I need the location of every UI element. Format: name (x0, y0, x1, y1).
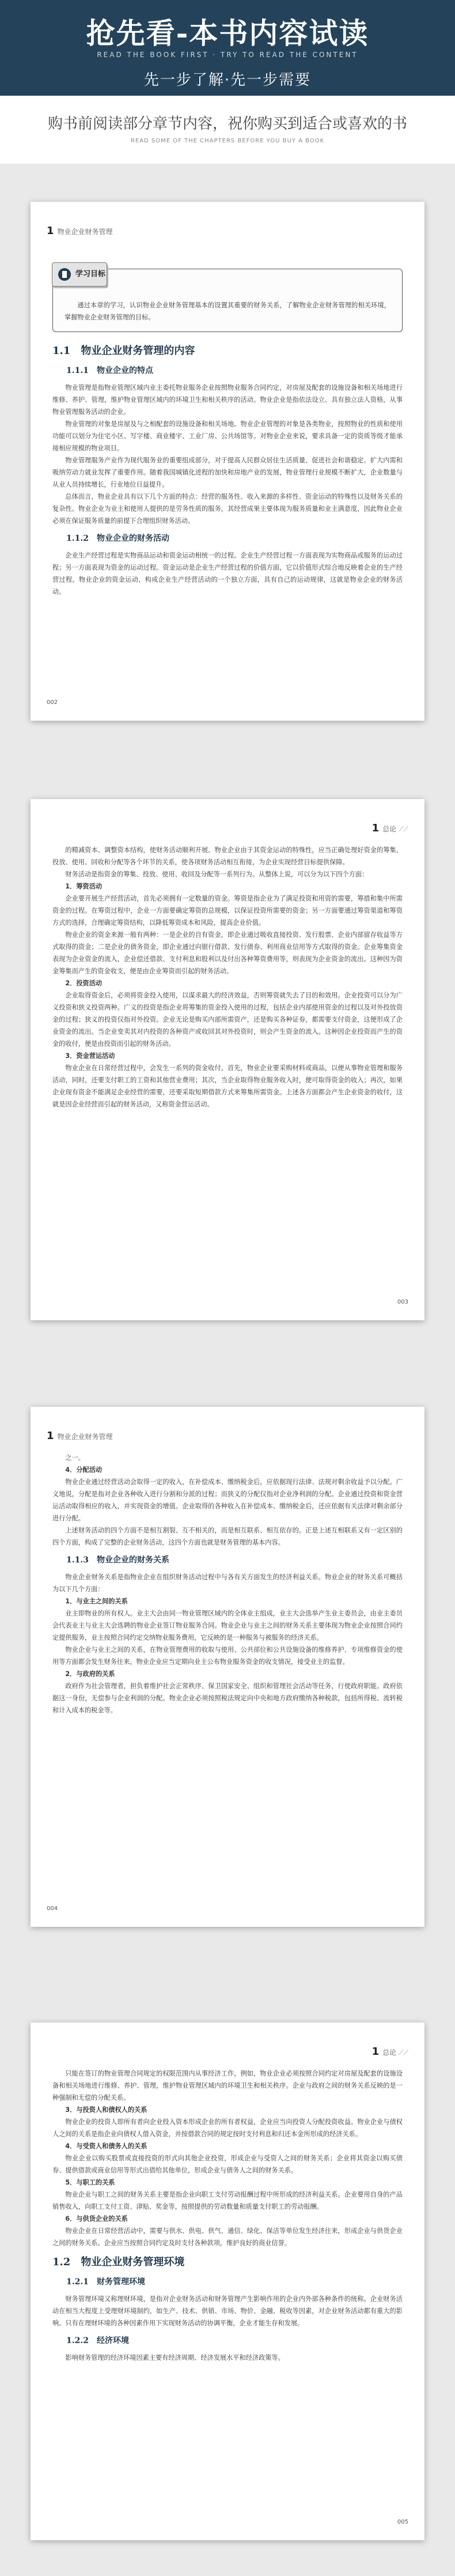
page-number: 005 (397, 2519, 408, 2525)
section-heading: 1.1 物业企业财务管理的内容 (52, 345, 195, 357)
running-head (372, 2046, 408, 2058)
paragraph: 物业管理是指物业管理区域内业主委托物业服务企业按照物业服务合同约定，对房屋及配套的设施设备和相关场地进行维修、养护、管理，维护物业管理区域内的环境卫生和相关秩序的活动。物业企业是指依法设立、具有独立法人资格，从事物业管理服务活动的企业。 (52, 384, 403, 416)
running-head-title: 物业企业财务管理 (57, 228, 113, 236)
preview-banner (0, 0, 455, 96)
page-body (52, 844, 403, 1110)
item-heading: 1．与业主之间的关系 (65, 1598, 128, 1605)
paragraph: 物业企业财务关系是指物业企业在组织财务活动过程中与各有关方面发生的经济利益关系。物业企业的财务关系可概括为以下几个方面： (52, 1573, 403, 1593)
learning-goals-tab (52, 262, 107, 287)
book-page-3 (31, 1407, 424, 1927)
paragraph: 物业管理的对象是房屋及与之相配套的设施设备和相关场地。物业企业管理的对象是各类物业，按照物业的性质和使用功能可以划分为住宅小区、写字楼、商业楼宇、工业厂房、公共场馆等。对物业企业来说，要求具备一定的资质等级才能承接相应规模的物业项目。 (52, 420, 403, 452)
paragraph: 财务活动是指资金的筹集、投放、使用、收回及分配等一系列行为。从整体上说，可以分为以下四个方面： (65, 871, 369, 878)
chapter-number: 1 (47, 225, 54, 237)
item-heading: 6．与供货企业的关系 (65, 2215, 128, 2223)
subsection-heading: 1.1.1 物业企业的特点 (66, 366, 153, 375)
paragraph: 之一。 (65, 1454, 85, 1462)
subsection-heading: 1.1.2 物业企业的财务活动 (66, 534, 169, 543)
intro-band (0, 96, 455, 164)
subsection-heading: 1.2.2 经济环境 (66, 2336, 129, 2345)
paragraph: 物业企业与业主之间的关系，在物业管理费用的收取与使用、公共部位和公共设施设备的维修养护、专项维修资金的使用等方面都会发生财务往来。物业企业应当定期向业主公布物业服务资金的收支情况，接受业主的监督。 (52, 1646, 403, 1666)
paragraph: 只能在签订的物业管理合同规定的权限范围内从事经济工作，例如，物业企业必须按照合同约定对房屋及配套的设施设备和相关场地进行维修、养护、管理，维护物业管理区域内的环境卫生和相关秩序。企业与政府之间的财务关系反映的是一种强制和无偿的分配关系。 (52, 2070, 403, 2102)
chapter-number: 1 (47, 1430, 54, 1442)
running-head (372, 822, 408, 834)
book-icon (58, 268, 71, 281)
book-page-4 (31, 2023, 424, 2540)
page-body (52, 239, 403, 598)
running-head-title: 总论 (382, 825, 397, 833)
paragraph: 企业要开展生产经营活动，首先必须拥有一定数量的资金。筹资是指企业为了满足投资和用资的需要，筹措和集中所需资金的过程。在筹资过程中，企业一方面要确定筹资的总规模，以保证投资所需要的资金；另一方面要通过筹资渠道和筹资方式的选择，合理确定筹资结构，以降低筹资成本和风险，提高企业价值。 (52, 895, 403, 927)
item-heading: 2．投资活动 (65, 980, 103, 987)
item-heading: 5．与职工的关系 (65, 2179, 115, 2186)
chapter-number: 1 (371, 822, 380, 834)
section-heading: 1.2 物业企业财务管理环境 (52, 2256, 185, 2268)
running-head-title: 物业企业财务管理 (57, 1433, 113, 1441)
running-head-title: 总论 (382, 2048, 397, 2057)
item-heading: 4．与受资人和债务人的关系 (65, 2142, 147, 2150)
learning-goals-box (52, 269, 403, 332)
paragraph: 财务管理环境又称理财环境，是指对企业财务活动和财务管理产生影响作用的企业内外部各种条件的统称。企业财务活动在相当大程度上受理财环境制约，如生产、技术、供销、市场、物价、金融、税收等因素，对企业财务活动都有重大的影响。只有在理财环境的各种因素作用下实现财务活动的协调平衡，企业才能生存和发展。 (52, 2295, 403, 2327)
intro-text-en: READ SOME OF THE CHAPTERS BEFORE YOU BUY A BOOK (130, 138, 325, 144)
subsection-heading: 1.2.1 财务管理环境 (66, 2277, 145, 2287)
banner-slogan: 先一步了解·先一步需要 (143, 71, 312, 89)
decorative-slash-icon: ⟋⟋ (399, 2048, 408, 2057)
paragraph: 的精减资本、调整资本结构，使财务活动顺利开展。物业企业由于其资金运动的特殊性，应当正确处理好资金的筹集、投放、使用、回收和分配等各个环节的关系，使各项财务活动相互衔接，为企业实现经营目标提供保障。 (52, 846, 403, 866)
paragraph: 企业生产经营过程是实物商品运动和资金运动相统一的过程。企业生产经营过程一方面表现为实物商品或服务的运动过程；另一方面表现为资金的运动过程。资金运动是企业生产经营过程的价值方面，它以价值形式综合地反映着企业的生产经营过程。物业企业的资金运动，构成企业生产经营活动的一个独立方面，具有自己的运动规律，这就是物业企业的财务活动。 (52, 552, 403, 596)
paragraph: 政府作为社会管理者，担负着维护社会正常秩序、保卫国家安全、组织和管理社会活动等任务，行使政府职能。政府依据这一身份，无偿参与企业利润的分配。物业企业必须按照税法规定向中央和地方政府缴纳各种税款，包括所得税、流转税和计入成本的税金等。 (52, 1682, 403, 1714)
learning-goals-title: 学习目标 (75, 270, 106, 278)
page-number: 004 (47, 1905, 58, 1912)
paragraph: 物业企业的投资人即所有者向企业投入资本形成企业的所有者权益，企业应当向投资人分配投资收益。物业企业与债权人之间的关系是指企业向债权人借入资金，并按借款合同的规定按时支付利息和归还本金所形成的经济关系。 (52, 2118, 403, 2138)
running-head (47, 225, 113, 237)
book-page-2 (31, 799, 424, 1320)
paragraph: 物业管理服务产业作为现代服务业的重要组成部分，对于提高人民群众居住生活质量、促进社会和谐稳定、扩大内需和吸纳劳动力就业发挥了重要作用。随着我国城镇化进程的加快和房地产业的发展，物业管理行业规模不断扩大，企业数量与从业人员持续增长，行业地位日益提升。 (52, 457, 403, 488)
banner-title: 抢先看-本书内容试读 (86, 16, 369, 50)
page-body (52, 2067, 403, 2364)
learning-goals-text: 通过本章的学习，认识物业企业财务管理基本的设置其重要的财务关系，了解物业企业财务管理的相关环境，掌握物业企业财务管理的目标。 (65, 302, 390, 321)
item-heading: 4．分配活动 (65, 1466, 103, 1474)
page-number: 002 (47, 699, 58, 706)
subsection-heading: 1.1.3 物业企业的财务关系 (66, 1556, 169, 1565)
paragraph: 物业企业通过经营活动会取得一定的收入，在补偿成本、缴纳税金后，应依据现行法律、法规对剩余收益予以分配。广义地说，分配是指对企业各种收入进行分割和分派的过程；而狭义的分配仅指对企业净利润的分配。企业通过投资和资金营运活动取得相应的收入，并实现资金的增值。企业取得的各种收入在补偿成本、缴纳税金后，还应依据有关法律对剩余部分进行分配。 (52, 1478, 403, 1522)
decorative-slash-icon: ⟋⟋ (399, 825, 408, 833)
chapter-number: 1 (371, 2046, 380, 2058)
paragraph: 业主即物业的所有权人。业主大会由同一物业管理区域内的全体业主组成，业主大会选举产生业主委员会，由业主委员会代表业主与业主大会选聘的物业企业签订物业服务合同。物业企业与业主之间的财务关系主要体现为物业企业按照合同约定提供服务，业主按照合同约定交纳物业服务费用，它反映的是一种服务与被服务的经济关系。 (52, 1610, 403, 1641)
paragraph: 物业企业在日常经营过程中，会发生一系列的资金收付。首先，物业企业要采购材料或商品，以便从事物业管理和服务活动，同时，还要支付职工的工资和其他营业费用；其次，当企业取得物业服务收入时，便可取得资金的收入；再次，如果企业现有资金不能满足企业经营的需要，还要采取短期借款方式来筹集所需资金。上述各方面都会产生企业资金的收付，这就是因企业经营而引起的财务活动，又称资金营运活动。 (52, 1064, 403, 1108)
paragraph: 影响财务管理的经济环境因素主要有经济周期、经济发展水平和经济政策等。 (65, 2354, 285, 2362)
page-number: 003 (397, 1299, 408, 1305)
paragraph: 总体而言，物业企业具有以下几个方面的特点：经营的服务性、收入来源的多样性、资金运动的特殊性以及财务关系的复杂性。物业企业为业主和使用人提供的是劳务性质的服务，其经营成果主要体现为服务质量和业主满意度，因此物业企业必须在保证服务质量的前提下合理组织财务活动。 (52, 493, 403, 525)
book-page-1 (31, 202, 424, 721)
item-heading: 2．与政府的关系 (65, 1670, 115, 1678)
item-heading: 1．筹资活动 (65, 883, 103, 890)
item-heading: 3．资金营运活动 (65, 1052, 115, 1060)
intro-text: 购书前阅读部分章节内容，祝你购买到适合或喜欢的书 (47, 115, 407, 133)
paragraph: 物业企业与职工之间的财务关系主要是指企业向职工支付劳动报酬过程中所形成的经济利益关系。企业要用自身的产品销售收入，向职工支付工资、津贴、奖金等，按照提供的劳动数量和质量支付职工的劳动报酬。 (52, 2191, 403, 2210)
paragraph: 上述财务活动的四个方面不是相互割裂、互不相关的，而是相互联系、相互依存的。正是上述互相联系又有一定区别的四个方面，构成了完整的企业财务活动，这四个方面也就是财务管理的基本内容。 (52, 1527, 403, 1546)
paragraph: 物业企业的资金来源一般有两种：一是企业的自有资金，即企业通过吸收直接投资、发行股票、企业内部留存收益等方式取得的资金；二是企业的债务资金，即企业通过向银行借款、发行债券、利用商业信用等方式取得的资金。企业筹集资金表现为企业资金的流入，企业偿还借款、支付利息和股利以及付出各种筹资费用等，则表现为企业资金的流出。这种因为资金筹集而产生的资金收支，便是由企业筹资而引起的财务活动。 (52, 931, 403, 975)
banner-subtitle-en: READ THE BOOK FIRST · TRY TO READ THE CONTENT (97, 51, 358, 59)
item-heading: 3．与投资人和债权人的关系 (65, 2106, 147, 2114)
page-body (52, 1452, 403, 1716)
paragraph: 物业企业以购买股票或直接投资的形式向其他企业投资，形成企业与受资人之间的财务关系；企业将其资金以购买债券、提供借款或商业信用等形式出借给其他单位，形成企业与债务人之间的财务关系。 (52, 2155, 403, 2174)
running-head (47, 1430, 113, 1442)
paragraph: 企业取得资金后，必须将资金投入使用，以谋求最大的经济效益，否则筹资就失去了目的和效用。企业投资可以分为广义投资和狭义投资两种。广义的投资是指企业将筹集的资金投入使用的过程，包括企业内部使用资金的过程以及对外投放资金的过程；狭义的投资仅指对外投资。企业无论是购买内部所需资产，还是购买各种证券，都需要支付资金，这便形成了企业资金的流出。当企业变卖其对内投资的各种资产或收回其对外投资时，则会产生资金的流入。这种因企业投资而产生的资金的收付，便是由投资而引起的财务活动。 (52, 992, 403, 1048)
paragraph: 物业企业在日常经营活动中，需要与供水、供电、供气、通信、绿化、保洁等单位发生经济往来，形成企业与供货企业之间的财务关系。企业应当按照合同约定及时支付各种款项，维护良好的商业信誉。 (52, 2227, 403, 2247)
